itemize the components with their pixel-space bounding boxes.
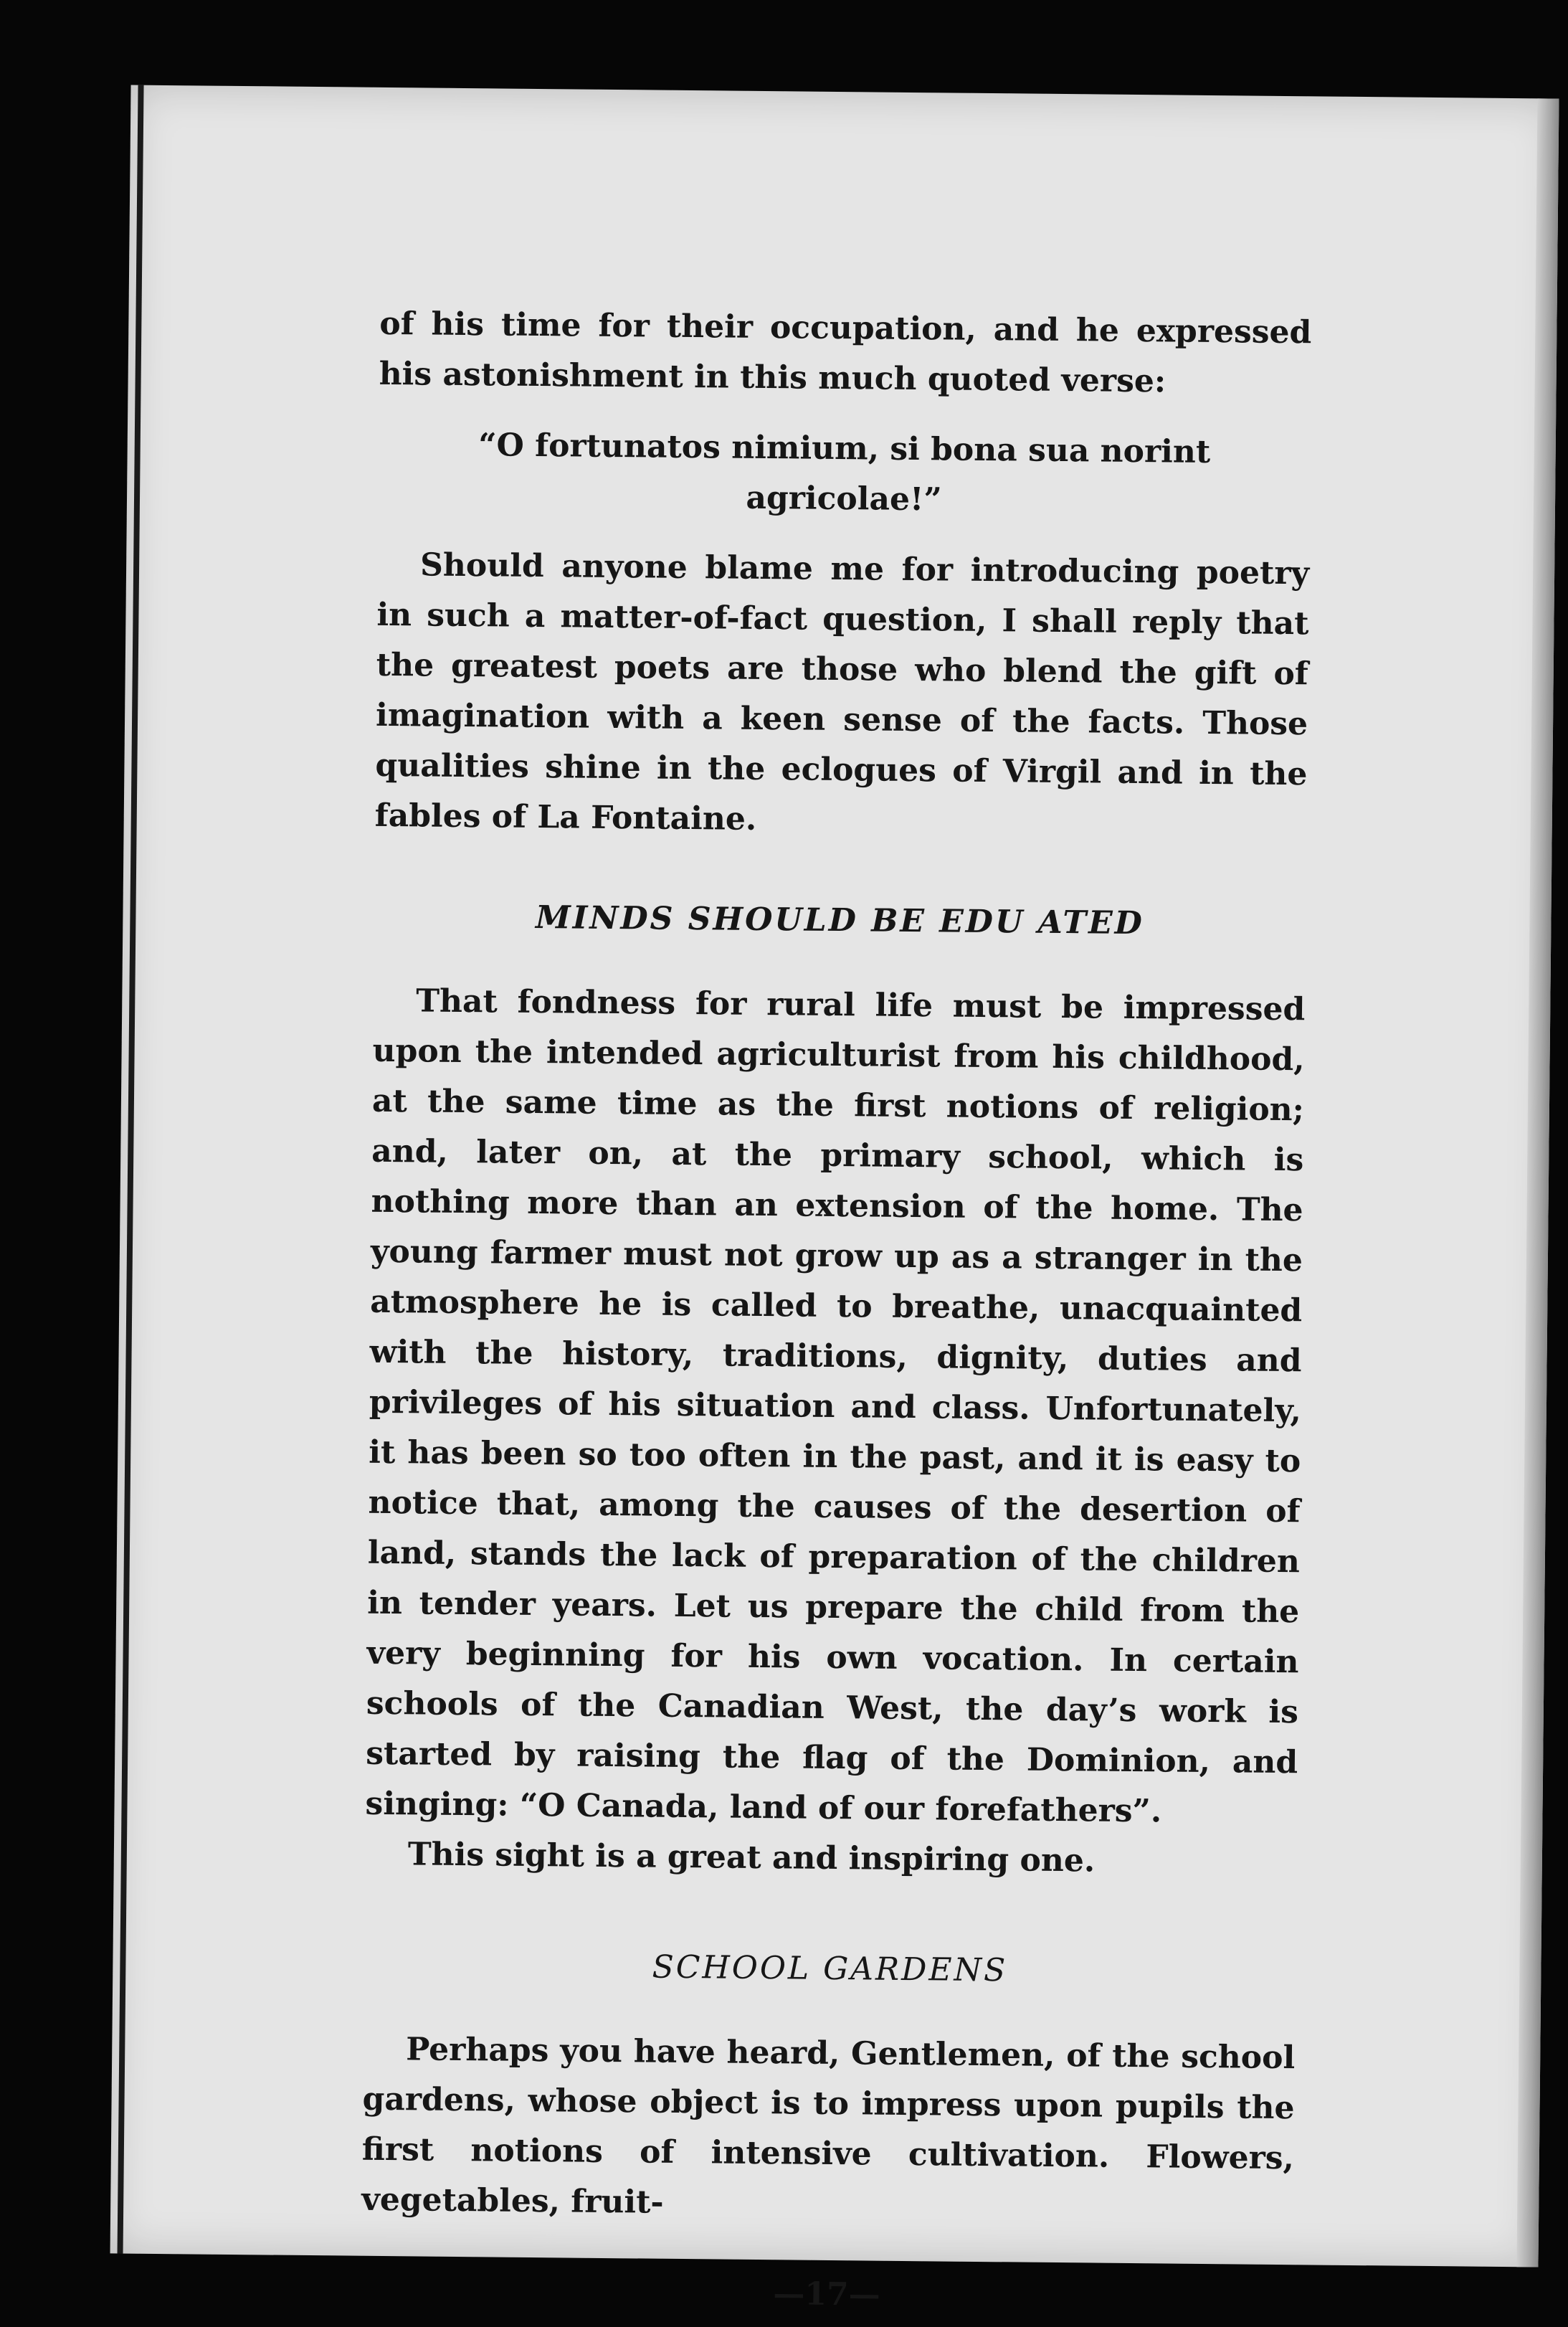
paragraph-intro: of his time for their occupation, and he expressed his astonishment in this much quoted verse:: [379, 305, 1312, 400]
heading-minds-should-be-educated: MINDS SHOULD BE EDU ATED: [535, 899, 1145, 942]
page-number: —17—: [773, 2275, 880, 2313]
page-right-edge: [1516, 98, 1559, 2267]
latin-quote: “O fortunatos nimium, si bona sua norint agricolae!”: [478, 427, 1211, 518]
paragraph-poetry: Should anyone blame me for introducing poetry in such a matter-of-fact question, I shall reply that the greatest poets are those who blend the gift of imagination with a keen sense of the facts. Those qualities shine in the eclogues of Virgil and in the fables of La Fontaine.: [374, 546, 1310, 838]
page-text-block: [361, 299, 1312, 2324]
paragraph-sight: This sight is a great and inspiring one.: [407, 1836, 1096, 1880]
paragraph-gardens: Perhaps you have heard, Gentlemen, of the school gardens, whose object is to impress upon pupils the first notions of intensive cultivation. Flowers, vegetables, fruit-: [361, 2031, 1296, 2221]
heading-school-gardens: SCHOOL GARDENS: [652, 1948, 1008, 1989]
paragraph-minds: That fondness for rural life must be impressed upon the intended agriculturist from his childhood, at the same time as the first notions of religion; and, later on, at the primary school, which is nothing more than an extension of the home. The young farmer must not grow up as a stranger in the atmosphere he is called to breathe, unacquainted with the history, traditions, dignity, duties and privileges of his situation and class. Unfortunately, it has been so too often in the past, and it is easy to notice that, among the causes of the desertion of land, stands the lack of preparation of the children in tender years. Let us prepare the child from the very beginning for his own vocation. In certain schools of the Canadian West, the day’s work is started by raising the flag of the Dominion, and singing: “O Canada, land of our forefathers”.: [365, 982, 1306, 1830]
page-spine-edge: [118, 85, 144, 2254]
book-page: [110, 85, 1559, 2313]
